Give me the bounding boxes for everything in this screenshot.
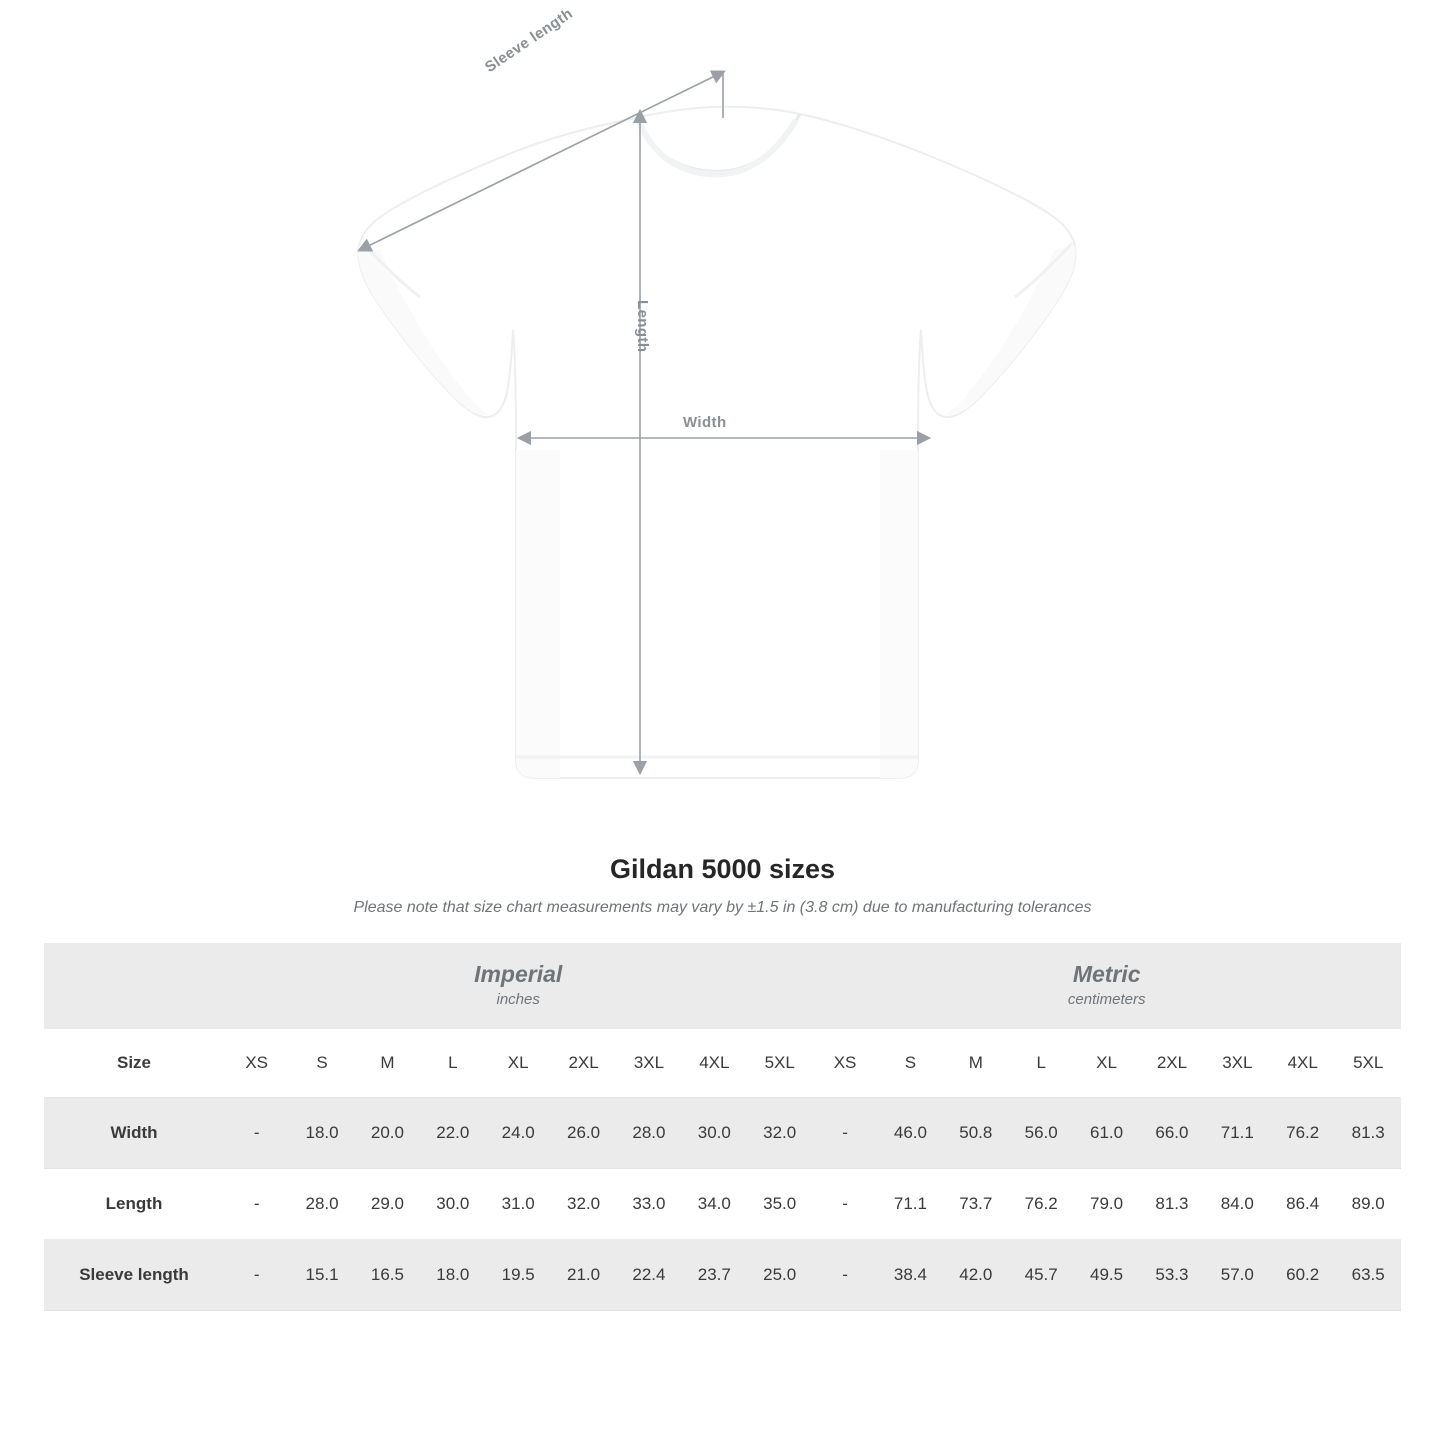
size-header-metric-m: M bbox=[943, 1029, 1008, 1098]
row-label-sleeve-length: Sleeve length bbox=[44, 1240, 224, 1311]
size-header-metric-4xl: 4XL bbox=[1270, 1029, 1335, 1098]
cell-width-imperial-xs: - bbox=[224, 1098, 289, 1169]
size-header-metric-xs: XS bbox=[812, 1029, 877, 1098]
unit-sub-imperial: inches bbox=[496, 991, 540, 1009]
tshirt-shape bbox=[358, 107, 1075, 778]
unit-header-metric bbox=[812, 943, 1401, 1029]
cell-sleeve-metric-s: 38.4 bbox=[878, 1240, 943, 1311]
table-row bbox=[44, 1098, 1401, 1169]
unit-name-metric: Metric bbox=[1072, 961, 1141, 988]
page-title: Gildan 5000 sizes bbox=[609, 854, 836, 884]
cell-length-imperial-s: 28.0 bbox=[289, 1169, 354, 1240]
cell-width-metric-xl: 61.0 bbox=[1074, 1098, 1139, 1169]
row-label-width: Width bbox=[44, 1098, 224, 1169]
cell-sleeve-metric-l: 45.7 bbox=[1009, 1240, 1074, 1311]
size-header-label: Size bbox=[44, 1029, 224, 1098]
cell-sleeve-metric-m: 42.0 bbox=[943, 1240, 1008, 1311]
cell-sleeve-imperial-m: 16.5 bbox=[355, 1240, 420, 1311]
cell-width-imperial-2xl: 26.0 bbox=[551, 1098, 616, 1169]
cell-width-metric-xs: - bbox=[812, 1098, 877, 1169]
cell-width-imperial-5xl: 32.0 bbox=[747, 1098, 812, 1169]
size-header-imperial-m: M bbox=[355, 1029, 420, 1098]
cell-sleeve-metric-xs: - bbox=[812, 1240, 877, 1311]
size-header-metric-3xl: 3XL bbox=[1205, 1029, 1270, 1098]
cell-width-imperial-m: 20.0 bbox=[355, 1098, 420, 1169]
size-header-metric-2xl: 2XL bbox=[1139, 1029, 1204, 1098]
unit-header-spacer bbox=[44, 943, 224, 1029]
cell-width-metric-4xl: 76.2 bbox=[1270, 1098, 1335, 1169]
cell-length-imperial-3xl: 33.0 bbox=[616, 1169, 681, 1240]
cell-length-imperial-5xl: 35.0 bbox=[747, 1169, 812, 1240]
cell-length-metric-xs: - bbox=[812, 1169, 877, 1240]
title-block bbox=[0, 854, 1445, 917]
cell-sleeve-imperial-4xl: 23.7 bbox=[682, 1240, 747, 1311]
cell-sleeve-metric-3xl: 57.0 bbox=[1205, 1240, 1270, 1311]
cell-length-metric-xl: 79.0 bbox=[1074, 1169, 1139, 1240]
table-row bbox=[44, 1240, 1401, 1311]
cell-length-metric-5xl: 89.0 bbox=[1335, 1169, 1401, 1240]
cell-length-imperial-xl: 31.0 bbox=[486, 1169, 551, 1240]
cell-length-metric-s: 71.1 bbox=[878, 1169, 943, 1240]
cell-length-metric-l: 76.2 bbox=[1009, 1169, 1074, 1240]
cell-length-metric-2xl: 81.3 bbox=[1139, 1169, 1204, 1240]
cell-length-imperial-4xl: 34.0 bbox=[682, 1169, 747, 1240]
cell-sleeve-imperial-2xl: 21.0 bbox=[551, 1240, 616, 1311]
size-header-imperial-xl: XL bbox=[486, 1029, 551, 1098]
unit-sub-metric: centimeters bbox=[1067, 991, 1146, 1009]
size-header-metric-s: S bbox=[878, 1029, 943, 1098]
cell-length-imperial-m: 29.0 bbox=[355, 1169, 420, 1240]
cell-width-imperial-4xl: 30.0 bbox=[682, 1098, 747, 1169]
cell-sleeve-imperial-5xl: 25.0 bbox=[747, 1240, 812, 1311]
size-header-imperial-l: L bbox=[420, 1029, 485, 1098]
cell-length-imperial-l: 30.0 bbox=[420, 1169, 485, 1240]
cell-sleeve-metric-xl: 49.5 bbox=[1074, 1240, 1139, 1311]
cell-width-metric-5xl: 81.3 bbox=[1335, 1098, 1401, 1169]
cell-width-metric-m: 50.8 bbox=[943, 1098, 1008, 1169]
cell-width-imperial-xl: 24.0 bbox=[486, 1098, 551, 1169]
cell-sleeve-imperial-xl: 19.5 bbox=[486, 1240, 551, 1311]
cell-width-imperial-l: 22.0 bbox=[420, 1098, 485, 1169]
cell-sleeve-imperial-3xl: 22.4 bbox=[616, 1240, 681, 1311]
size-table bbox=[44, 943, 1401, 1311]
cell-length-metric-4xl: 86.4 bbox=[1270, 1169, 1335, 1240]
tolerance-note: Please note that size chart measurements may vary by ±1.5 in (3.8 cm) due to manufacturing tolerances bbox=[353, 899, 1092, 916]
width-label: Width bbox=[683, 414, 727, 431]
cell-length-metric-3xl: 84.0 bbox=[1205, 1169, 1270, 1240]
size-header-metric-l: L bbox=[1009, 1029, 1074, 1098]
cell-sleeve-imperial-l: 18.0 bbox=[420, 1240, 485, 1311]
cell-width-metric-s: 46.0 bbox=[878, 1098, 943, 1169]
cell-width-metric-3xl: 71.1 bbox=[1205, 1098, 1270, 1169]
cell-width-metric-l: 56.0 bbox=[1009, 1098, 1074, 1169]
size-header-imperial-3xl: 3XL bbox=[616, 1029, 681, 1098]
cell-sleeve-imperial-xs: - bbox=[224, 1240, 289, 1311]
cell-sleeve-imperial-s: 15.1 bbox=[289, 1240, 354, 1311]
size-header-imperial-4xl: 4XL bbox=[682, 1029, 747, 1098]
cell-width-metric-2xl: 66.0 bbox=[1139, 1098, 1204, 1169]
table-row bbox=[44, 1169, 1401, 1240]
cell-sleeve-metric-4xl: 60.2 bbox=[1270, 1240, 1335, 1311]
size-header-imperial-s: S bbox=[289, 1029, 354, 1098]
cell-length-imperial-2xl: 32.0 bbox=[551, 1169, 616, 1240]
sleeve-length-label: Sleeve length bbox=[482, 5, 576, 77]
unit-header-imperial bbox=[224, 943, 812, 1029]
size-header-row bbox=[44, 1029, 1401, 1098]
unit-header-row bbox=[44, 943, 1401, 1029]
length-label: Length bbox=[634, 300, 651, 353]
cell-sleeve-metric-5xl: 63.5 bbox=[1335, 1240, 1401, 1311]
unit-name-imperial: Imperial bbox=[474, 961, 563, 988]
cell-width-imperial-s: 18.0 bbox=[289, 1098, 354, 1169]
size-table-wrapper bbox=[44, 943, 1401, 1311]
cell-length-metric-m: 73.7 bbox=[943, 1169, 1008, 1240]
row-label-length: Length bbox=[44, 1169, 224, 1240]
size-header-imperial-5xl: 5XL bbox=[747, 1029, 812, 1098]
size-header-imperial-2xl: 2XL bbox=[551, 1029, 616, 1098]
size-header-imperial-xs: XS bbox=[224, 1029, 289, 1098]
cell-sleeve-metric-2xl: 53.3 bbox=[1139, 1240, 1204, 1311]
size-header-metric-5xl: 5XL bbox=[1335, 1029, 1401, 1098]
size-header-metric-xl: XL bbox=[1074, 1029, 1139, 1098]
cell-width-imperial-3xl: 28.0 bbox=[616, 1098, 681, 1169]
cell-length-imperial-xs: - bbox=[224, 1169, 289, 1240]
